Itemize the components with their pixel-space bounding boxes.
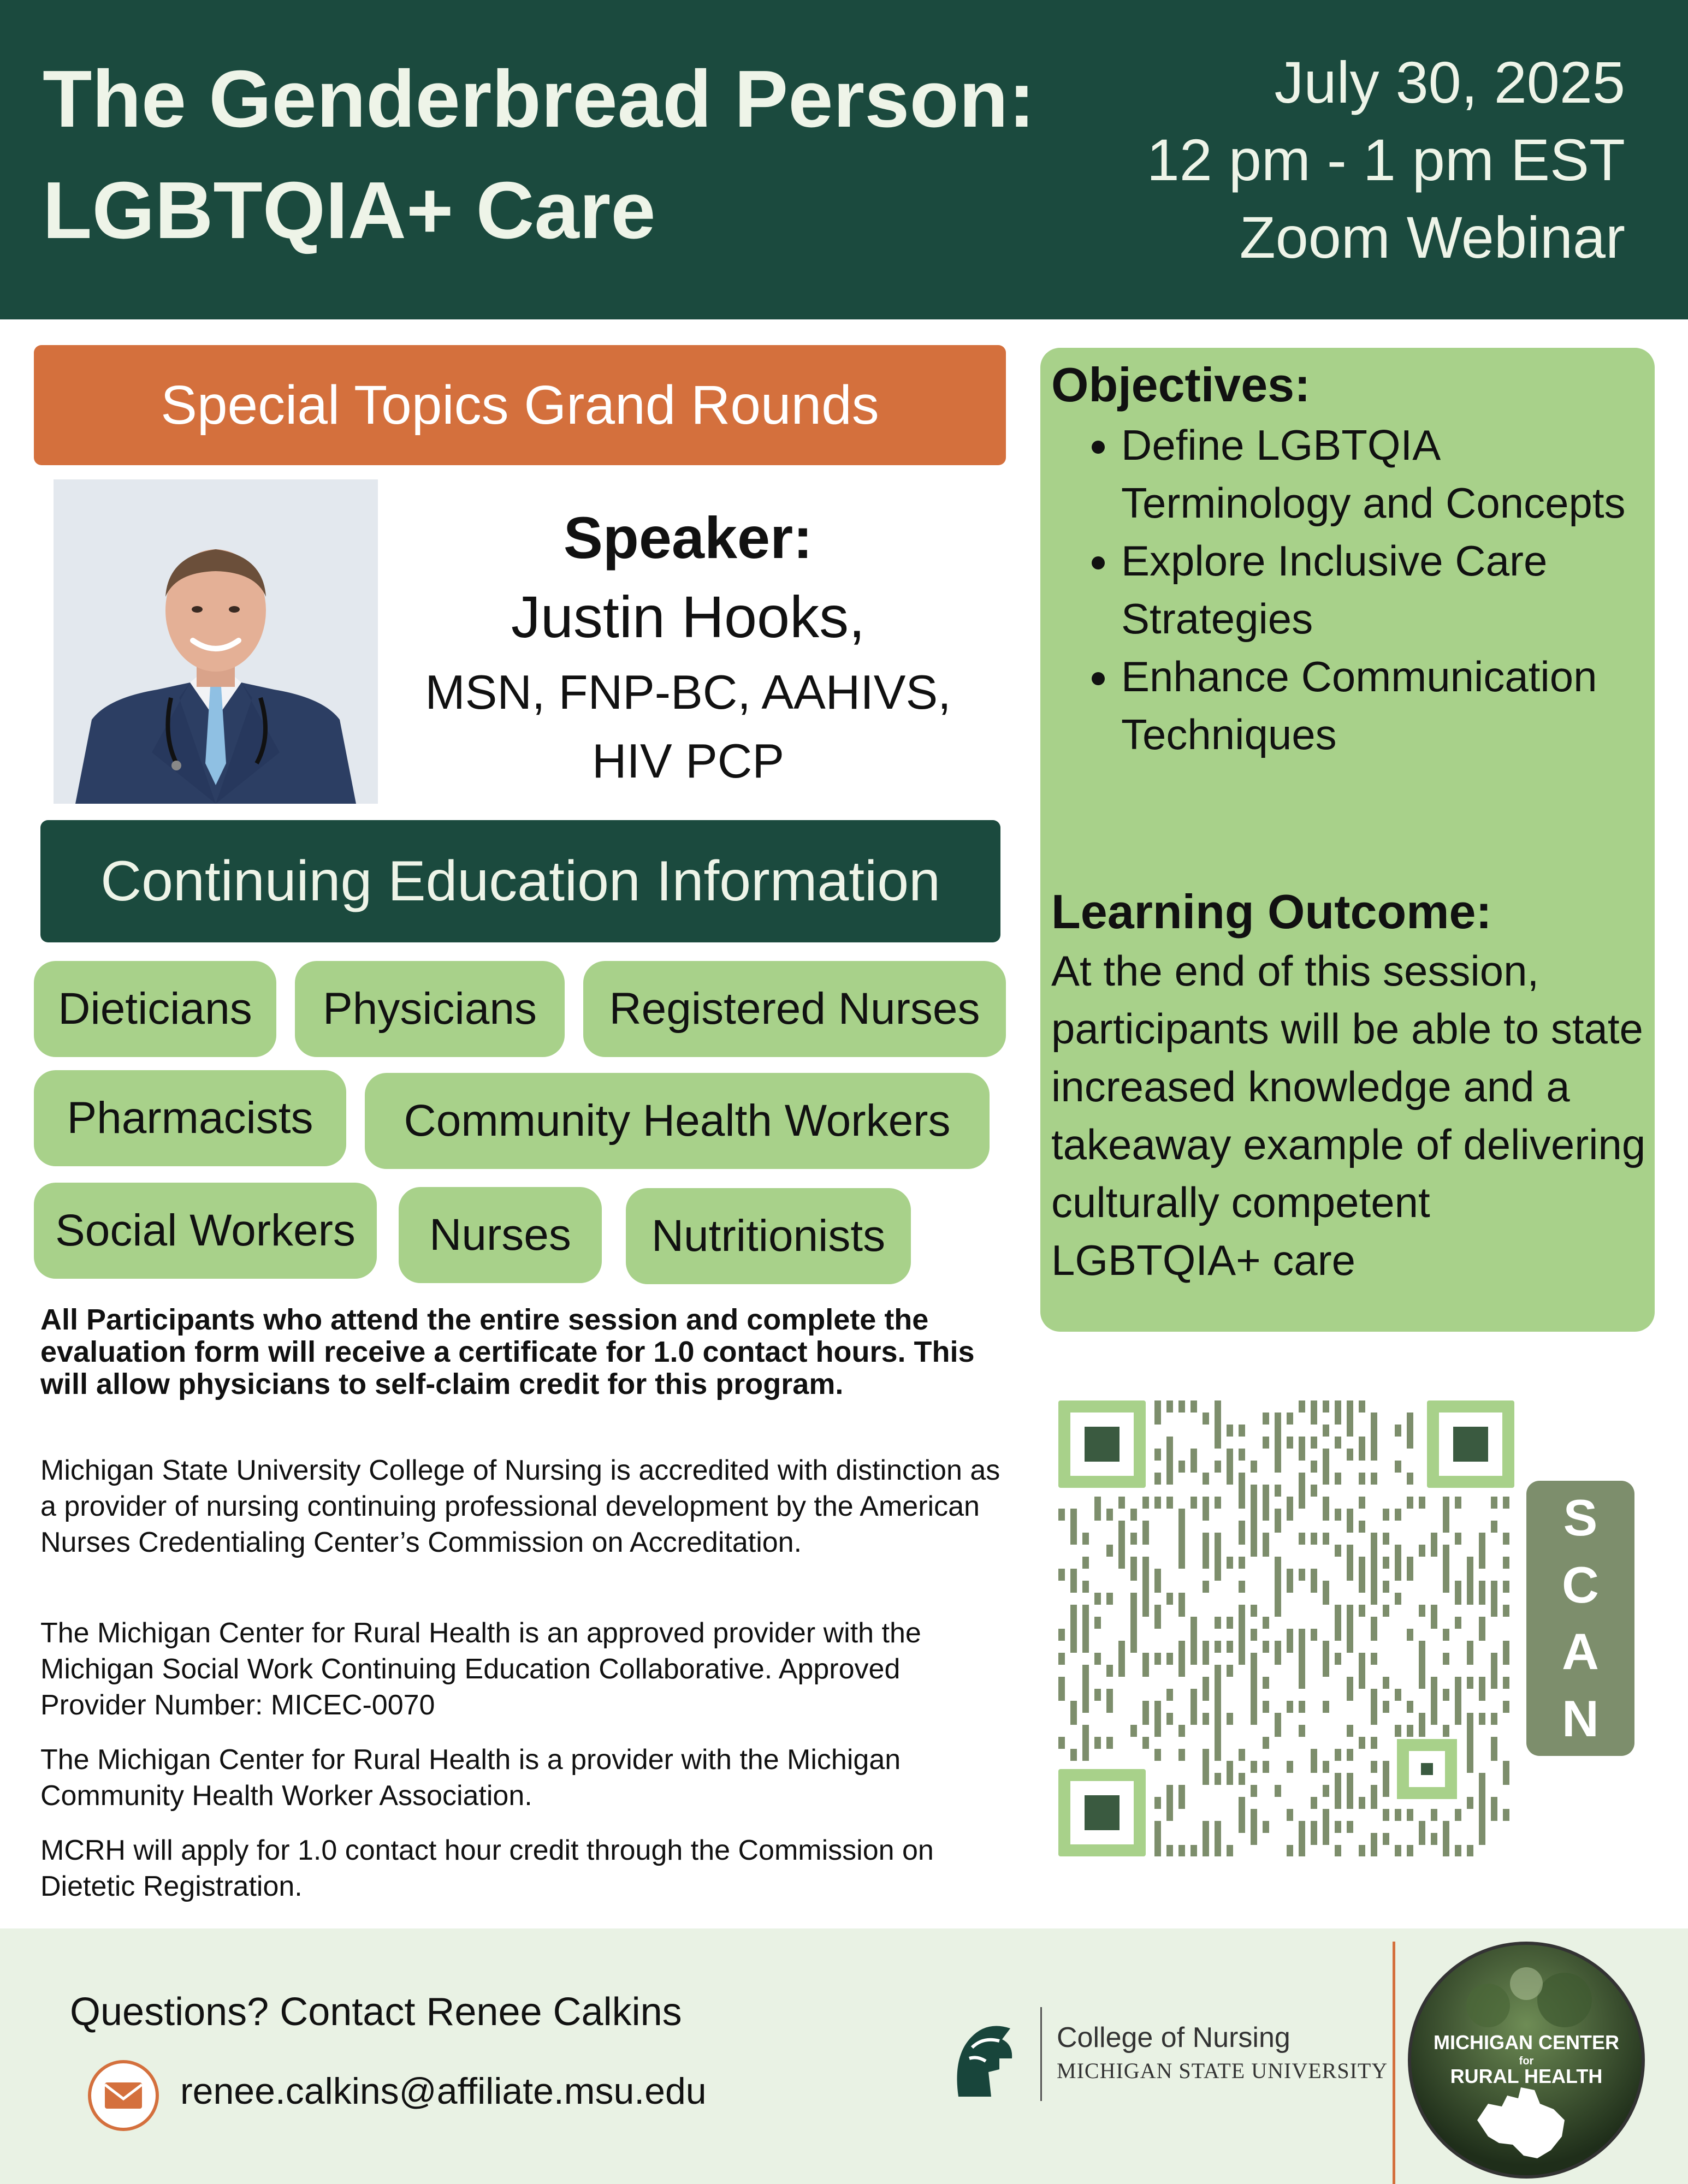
page-title — [43, 44, 1135, 266]
ce-header: Continuing Education Information — [40, 820, 1000, 942]
chip-physicians: Physicians — [295, 961, 565, 1057]
chip-registered-nurses: Registered Nurses — [583, 961, 1006, 1057]
series-banner: Special Topics Grand Rounds — [34, 345, 1006, 465]
qr-code-graphic — [1058, 1400, 1514, 1856]
objective-item: • Enhance Communication Techniques — [1121, 648, 1641, 763]
certificate-note: All Participants who attend the entire session and complete the evaluation form will receive a certificate for 1.0 contact hours. This will allow physicians to self-claim credit for this program. — [40, 1303, 975, 1400]
objectives-title: Objectives: — [1051, 358, 1311, 412]
chip-nurses: Nurses — [399, 1187, 602, 1283]
learning-outcome-text: At the end of this session, participants will be able to state increased knowledge and a takeaway example of delivering culturally competent LGBTQIA+ care — [1051, 947, 1646, 1284]
objectives-list — [1051, 416, 1641, 763]
scan-tab — [1526, 1481, 1634, 1756]
scan-letter: S — [1563, 1489, 1598, 1547]
accreditation-mcrh-chw: The Michigan Center for Rural Health is a provider with the Michigan Community Health Worker Association. — [40, 1744, 901, 1812]
chip-pharmacists: Pharmacists — [34, 1070, 346, 1166]
title-line-2: LGBTQIA+ Care — [43, 165, 656, 256]
speaker-credentials — [393, 658, 983, 796]
speaker-credentials-line-1: MSN, FNP-BC, AAHIVS, — [425, 665, 951, 719]
objective-item: • Explore Inclusive Care Strategies — [1121, 532, 1641, 648]
chip-community-health-workers: Community Health Workers — [365, 1073, 990, 1169]
speaker-heading: Speaker: — [563, 505, 813, 571]
chip-nutritionists: Nutritionists — [626, 1188, 911, 1284]
chip-dieticians: Dieticians — [34, 961, 276, 1057]
objective-item: • Define LGBTQIA Terminology and Concepts — [1121, 416, 1641, 532]
mail-icon — [86, 2058, 161, 2133]
event-date: July 30, 2025 — [1274, 49, 1625, 115]
speaker-credentials-line-2: HIV PCP — [591, 734, 785, 788]
contact-email-link[interactable]: renee.calkins@affiliate.msu.edu — [180, 2070, 707, 2112]
mcrh-logo — [1406, 1940, 1646, 2180]
event-location: Zoom Webinar — [1239, 204, 1625, 270]
event-time: 12 pm - 1 pm EST — [1146, 127, 1625, 193]
chip-social-workers: Social Workers — [34, 1183, 377, 1279]
mcrh-logo-text-3: RURAL HEALTH — [1450, 2065, 1603, 2087]
mcrh-logo-text-1: MICHIGAN CENTER — [1434, 2031, 1619, 2054]
accreditation-dietetic: MCRH will apply for 1.0 contact hour credit through the Commission on Dietetic Registration. — [40, 1835, 934, 1902]
spartan-helmet-icon — [947, 2015, 1024, 2102]
msu-university-name: MICHIGAN STATE UNIVERSITY — [1057, 2058, 1388, 2083]
contact-label: Questions? Contact Renee Calkins — [70, 1990, 682, 2034]
scan-letter: A — [1562, 1623, 1599, 1681]
scan-letter: C — [1562, 1556, 1599, 1613]
learning-outcome-title: Learning Outcome: — [1051, 885, 1492, 939]
qr-code[interactable] — [1058, 1400, 1514, 1856]
msu-divider — [1040, 2007, 1042, 2101]
scan-letter: N — [1562, 1689, 1599, 1747]
speaker-photo — [54, 479, 378, 804]
accreditation-msu-nursing: Michigan State University College of Nursing is accredited with distinction as a provider of nursing continuing professional development by the American Nurses Credentialing Center’s Commission on Accreditation. — [40, 1455, 1000, 1558]
speaker-name: Justin Hooks, — [511, 584, 866, 650]
title-line-1: The Genderbread Person: — [43, 54, 1035, 144]
speaker-info — [393, 500, 983, 796]
footer-divider — [1393, 1942, 1395, 2184]
mcrh-logo-text-2: for — [1519, 2055, 1534, 2067]
accreditation-mcrh-social-work: The Michigan Center for Rural Health is an approved provider with the Michigan Social Work Continuing Education Collaborative. Approved Provider Number: MICEC-0070 — [40, 1617, 921, 1721]
event-info — [1147, 44, 1625, 276]
msu-college-name: College of Nursing — [1057, 2022, 1290, 2054]
